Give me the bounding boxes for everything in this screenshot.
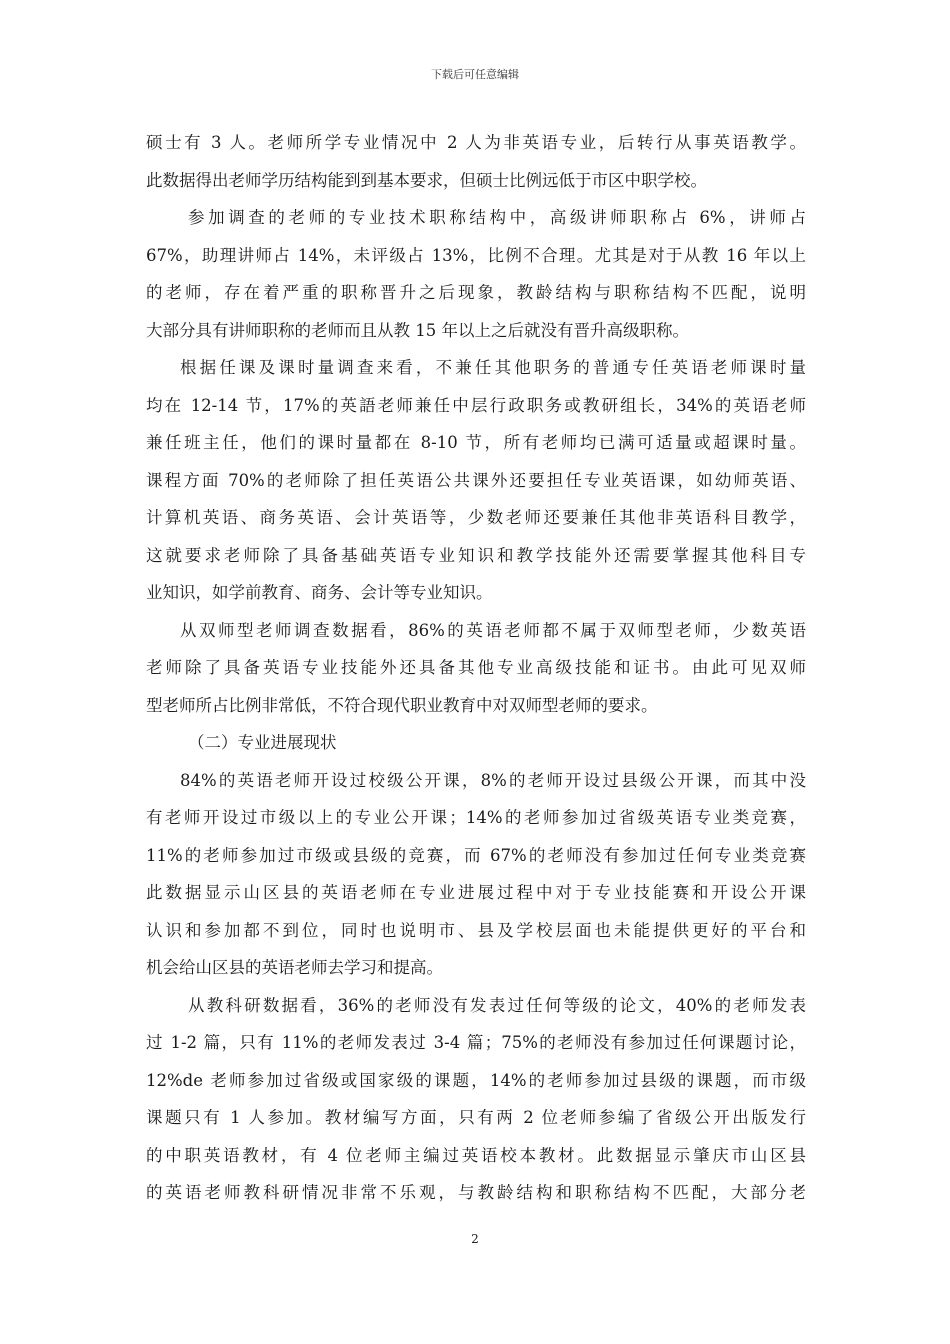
text-line: 84%的英语老师开设过校级公开课，8%的老师开设过县级公开课，而其中没	[180, 770, 806, 790]
text-line: 型老师所占比例非常低，不符合现代职业教育中对双师型老师的要求。	[146, 695, 658, 715]
text-line: 67%，助理讲师占 14%，未评级占 13%，比例不合理。尤其是对于从教 16 年以上	[146, 245, 806, 265]
text-line: 大部分具有讲师职称的老师而且从教 15 年以上之后就没有晋升高级职称。	[146, 320, 689, 340]
text-line: 此数据得出老师学历结构能到到基本要求，但硕士比例远低于市区中职学校。	[146, 170, 707, 190]
text-line: 认识和参加都不到位，同时也说明市、县及学校层面也未能提供更好的平台和	[146, 920, 806, 940]
text-line: 课题只有 1 人参加。教材编写方面，只有两 2 位老师参编了省级公开出版发行	[146, 1108, 806, 1127]
page-header: 下载后可任意编辑	[431, 68, 519, 81]
text-line: 老师除了具备英语专业技能外还具备其他专业高级技能和证书。由此可见双师	[146, 658, 806, 677]
text-line: 过 1-2 篇，只有 11%的老师发表过 3-4 篇；75%的老师没有参加过任何课题讨论，	[146, 1033, 806, 1052]
text-line: 11%的老师参加过市级或县级的竞赛，而 67%的老师没有参加过任何专业类竞赛	[146, 845, 806, 865]
text-line: 硕士有 3 人。老师所学专业情况中 2 人为非英语专业，后转行从事英语教学。	[146, 133, 806, 152]
text-line: 机会给山区县的英语老师去学习和提高。	[146, 958, 443, 977]
text-line: 这就要求老师除了具备基础英语专业知识和教学技能外还需要掌握其他科目专	[146, 545, 806, 565]
text-line: 业知识，如学前教育、商务、会计等专业知识。	[146, 583, 493, 602]
page-number: 2	[471, 1232, 479, 1246]
text-line: 计算机英语、商务英语、会计英语等，少数老师还要兼任其他非英语科目教学，	[146, 508, 806, 527]
text-line: 的中职英语教材，有 4 位老师主编过英语校本教材。此数据显示肇庆市山区县	[146, 1145, 806, 1165]
document-body	[146, 124, 806, 1212]
text-line: 有老师开设过市级以上的专业公开课；14%的老师参加过省级英语专业类竞赛，	[146, 808, 806, 827]
text-line: 从双师型老师调查数据看，86%的英语老师都不属于双师型老师，少数英语	[180, 620, 806, 640]
text-line: 课程方面 70%的老师除了担任英语公共课外还要担任专业英语课，如幼师英语、	[146, 470, 806, 490]
text-line: 的英语老师教科研情况非常不乐观，与教龄结构和职称结构不匹配，大部分老	[146, 1183, 806, 1202]
section-heading: （二）专业进展现状	[188, 733, 337, 752]
text-line: 兼任班主任，他们的课时量都在 8-10 节，所有老师均已满可适量或超课时量。	[146, 433, 806, 452]
text-line: 此数据显示山区县的英语老师在专业进展过程中对于专业技能赛和开设公开课	[146, 883, 806, 902]
text-line: 的老师，存在着严重的职称晋升之后现象，教龄结构与职称结构不匹配，说明	[146, 283, 806, 302]
text-line: 均在 12-14 节，17%的英語老师兼任中层行政职务或教研组长，34%的英语老师	[146, 395, 806, 415]
text-line: 从教科研数据看，36%的老师没有发表过任何等级的论文，40%的老师发表	[188, 995, 806, 1015]
text-line: 12%de 老师参加过省级或国家级的课题，14%的老师参加过县级的课题，而市级	[146, 1070, 806, 1090]
text-line: 根据任课及课时量调查来看，不兼任其他职务的普通专任英语老师课时量	[180, 358, 806, 377]
text-line: 参加调查的老师的专业技术职称结构中，高级讲师职称占 6%，讲师占	[188, 208, 806, 227]
